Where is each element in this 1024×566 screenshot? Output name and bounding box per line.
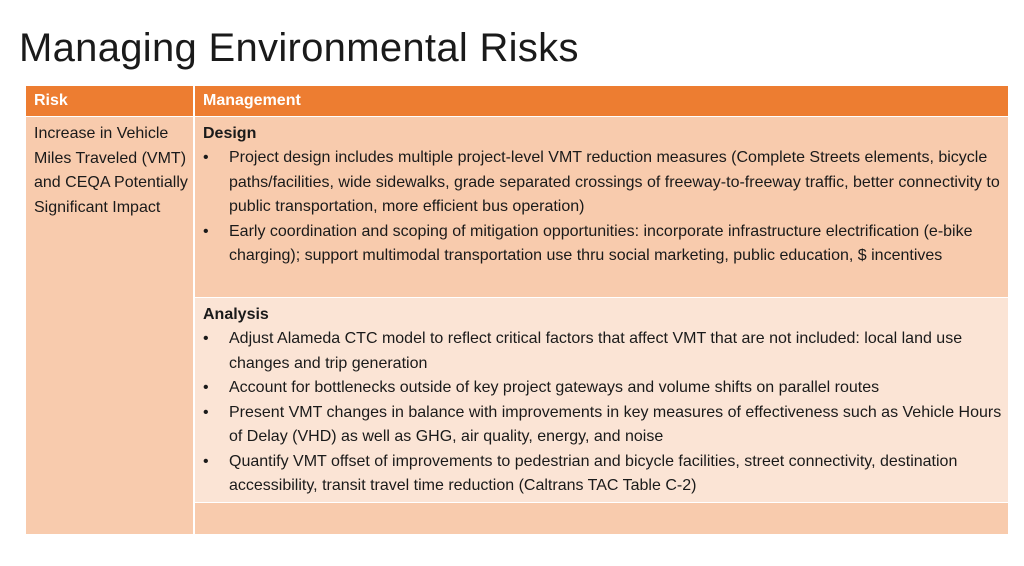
design-bullets bbox=[203, 146, 1003, 269]
analysis-title: Analysis bbox=[203, 306, 269, 323]
risk-text: Increase in Vehicle Miles Traveled (VMT) and CEQA Potentially Significant Impact bbox=[34, 125, 188, 216]
risk-cell bbox=[26, 117, 193, 534]
risk-table bbox=[26, 86, 1008, 534]
header-management: Management bbox=[203, 92, 301, 109]
analysis-bullet: • Adjust Alameda CTC model to reflect critical factors that affect VMT that are not included: local land use changes and trip generation bbox=[203, 327, 1003, 376]
analysis-bullet: • Quantify VMT offset of improvements to pedestrian and bicycle facilities, street connectivity, destination accessibility, transit travel time reduction (Caltrans TAC Table C-2) bbox=[203, 450, 1003, 499]
slide-title: Managing Environmental Risks bbox=[19, 26, 579, 70]
table-header-row bbox=[26, 86, 1008, 116]
design-cell bbox=[195, 117, 1008, 297]
design-bullet: • Project design includes multiple project-level VMT reduction measures (Complete Streets elements, bicycle paths/facilities, wide sidewalks, grade separated crossings of freeway-to-freeway traffic, better connectivity to public transportation, more efficient bus operation) bbox=[203, 146, 1003, 220]
analysis-bullet: • Present VMT changes in balance with improvements in key measures of effectiveness such as Vehicle Hours of Delay (VHD) as well as GHG, air quality, energy, and noise bbox=[203, 401, 1003, 450]
design-title: Design bbox=[203, 125, 257, 142]
empty-cell bbox=[195, 503, 1008, 534]
design-bullet: • Early coordination and scoping of mitigation opportunities: incorporate infrastructure electrification (e-bike charging); support multimodal transportation use thru social marketing, public education, $ incentives bbox=[203, 220, 1003, 269]
analysis-cell bbox=[195, 298, 1008, 502]
analysis-bullet: • Account for bottlenecks outside of key project gateways and volume shifts on parallel routes bbox=[203, 376, 1003, 401]
column-divider bbox=[193, 86, 195, 116]
header-risk: Risk bbox=[34, 92, 68, 109]
analysis-bullets bbox=[203, 327, 1003, 499]
